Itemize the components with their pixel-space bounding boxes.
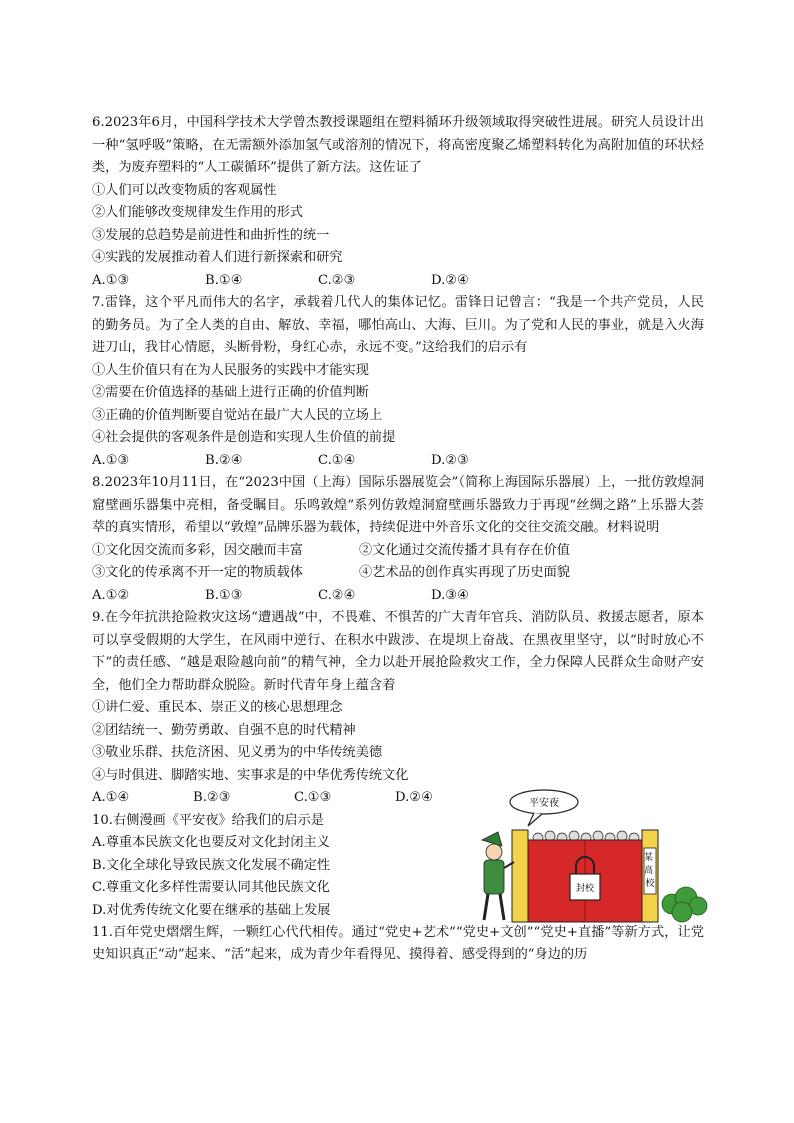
q8-items-row-1 <box>92 540 704 563</box>
q8-choice-c: C.②④ <box>318 587 356 603</box>
q8-choices <box>92 585 704 608</box>
q8-choice-b: B.①③ <box>205 587 243 603</box>
man-figure <box>482 832 514 920</box>
q8-choice-d: D.③④ <box>431 587 469 603</box>
q9-stem: 9.在今年抗洪抢险救灾这场“遭遇战”中，不畏难、不惧苦的广大青年官兵、消防队员、救援志愿者，原本可以享受假期的大学生，在风雨中逆行、在积水中跋涉、在堤坝上奋战、在黑夜里坚守，以“时时放心不下”的责任感、“越是艰险越向前”的精气神，全力以赴开展抢险救灾工作，全力保障人民群众生命财产安全，他们全力帮助群众脱险。新时代青年身上蕴含着 <box>92 610 704 693</box>
q6-item-3: ③发展的总趋势是前进性和曲折性的统一 <box>92 227 330 243</box>
q8-item-4: ④艺术品的创作真实再现了历史面貌 <box>359 565 570 580</box>
q6-choice-c: C.②③ <box>318 272 356 288</box>
q11-stem: 11.百年党史熠熠生辉，一颗红心代代相传。通过“党史+艺术”“党史+文创”“党史+直播”等新方式，让党史知识真正“动”起来、“活”起来，成为青少年看得见、摸得着、感受得到的“身边的历 <box>92 924 704 962</box>
plaque-text: 某 高 校 <box>644 852 655 889</box>
q9-choices <box>92 787 472 810</box>
q6-item-1: ①人们可以改变物质的客观属性 <box>92 182 277 198</box>
q6-stem: 6.2023年6月，中国科学技术大学曾杰教授课题组在塑料循环升级领域取得突破性进展。研究人员设计出一种“氢呼吸”策略，在无需额外添加氢气或溶剂的情况下，将高密度聚乙烯塑料转化为高附加值的环状烃类，为废弃塑料的“人工碳循环”提供了新方法。这佐证了 <box>92 115 704 175</box>
exam-page <box>92 112 704 967</box>
q8-stem: 8.2023年10月11日，在“2023中国（上海）国际乐器展览会”（简称上海国际乐器展）上，一批仿敦煌洞窟壁画乐器集中亮相，备受瞩目。乐鸣敦煌”系列仿敦煌洞窟壁画乐器致力于再现“丝绸之路”上乐器大荟萃的真实情形，希望以“敦煌”品牌乐器为载体，持续促进中外音乐文化的交往交流交融。材料说明 <box>92 475 704 535</box>
q8-items-row-2 <box>92 562 704 585</box>
q9-item-3: ③敬业乐群、扶危济困、见义勇为的中华传统美德 <box>92 745 383 760</box>
q9-choice-a: A.①④ <box>92 790 130 805</box>
q6-item-4: ④实践的发展推动着人们进行新探索和研究 <box>92 250 343 265</box>
q10-option-a: A.尊重本民族文化也要反对文化封闭主义 <box>92 835 330 850</box>
q6-choice-d: D.②④ <box>431 272 469 288</box>
bush <box>662 887 707 922</box>
q6-item-2: ②人们能够改变规律发生作用的形式 <box>92 205 303 220</box>
q9-choice-d: D.②④ <box>395 790 433 805</box>
q7-choice-a: A.①③ <box>92 452 130 468</box>
q6-choices <box>92 270 704 293</box>
q7-stem: 7.雷锋，这个平凡而伟大的名字，承载着几代人的集体记忆。雷锋日记曾言：“我是一个共产党员，人民的勤务员。为了全人类的自由、解放、幸福，哪怕高山、大海、巨川。为了党和人民的事业，就是入火海进刀山，我甘心情愿，头断骨粉，身红心赤，永远不变。”这给我们的启示有 <box>92 295 704 355</box>
q8-item-2: ②文化通过交流传播才具有存在价值 <box>359 542 570 558</box>
q7-choice-d: D.②③ <box>431 452 469 468</box>
q7-item-2: ②需要在价值选择的基础上进行正确的价值判断 <box>92 385 369 400</box>
q9-choice-c: C.①③ <box>294 790 332 805</box>
q7-item-1: ①人生价值只有在为人民服务的实践中才能实现 <box>92 362 369 378</box>
q9-choice-b: B.②③ <box>193 790 231 805</box>
lock-text: 封校 <box>575 883 595 894</box>
cartoon-ping-an-ye <box>472 788 710 928</box>
q9-item-4: ④与时俱进、脚踏实地、实事求是的中华优秀传统文化 <box>92 767 409 783</box>
q6-choice-b: B.①④ <box>205 272 243 288</box>
q9-item-2: ②团结统一、勤劳勇敢、自强不息的时代精神 <box>92 722 356 738</box>
q7-item-3: ③正确的价值判断要自觉站在最广大人民的立场上 <box>92 407 383 423</box>
q10-option-d: D.对优秀传统文化要在继承的基础上发展 <box>92 902 331 918</box>
q10-option-b: B.文化全球化导致民族文化发展不确定性 <box>92 857 331 873</box>
q7-item-4: ④社会提供的客观条件是创造和实现人生价值的前提 <box>92 430 396 445</box>
q7-choices <box>92 450 704 473</box>
q8-item-3: ③文化的传承离不开一定的物质载体 <box>92 565 303 580</box>
q8-item-1: ①文化因交流而多彩，因交融而丰富 <box>92 542 303 558</box>
q8-choice-a: A.①② <box>92 587 130 603</box>
q7-choice-c: C.①④ <box>318 452 356 468</box>
q10-option-c: C.尊重文化多样性需要认同其他民族文化 <box>92 880 330 895</box>
speech-bubble <box>510 790 578 826</box>
q7-choice-b: B.②④ <box>205 452 243 468</box>
q6-choice-a: A.①③ <box>92 272 130 288</box>
q10-stem: 10.右侧漫画《平安夜》给我们的启示是 <box>92 812 324 828</box>
q9-item-1: ①讲仁爱、重民本、崇正义的核心思想理念 <box>92 700 343 715</box>
bubble-text: 平安夜 <box>529 797 559 809</box>
